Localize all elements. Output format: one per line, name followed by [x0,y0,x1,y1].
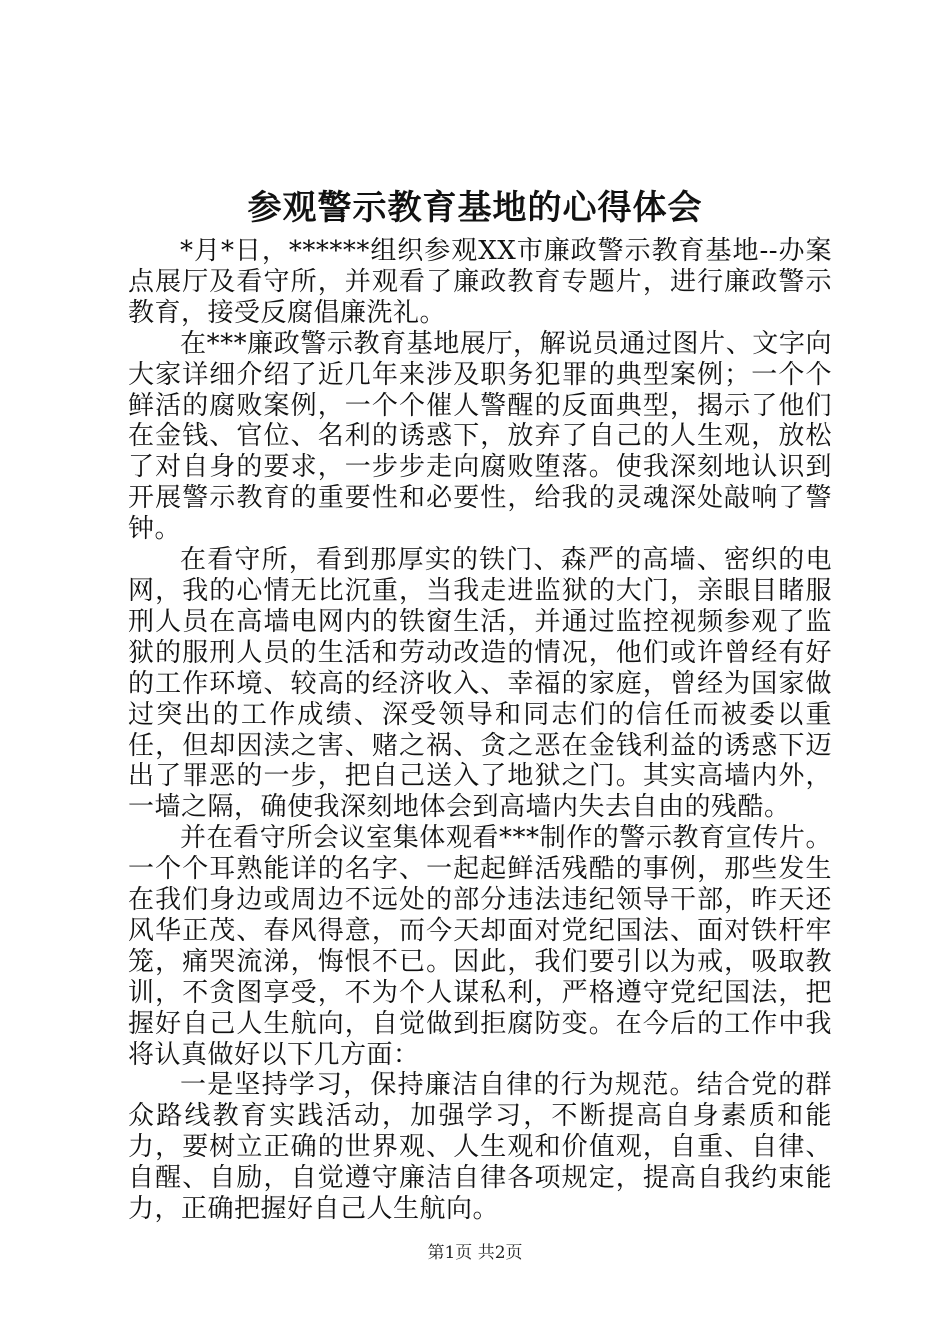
paragraph-2: 在***廉政警示教育基地展厅，解说员通过图片、文字向大家详细介绍了近几年来涉及职务犯罪的典型案例；一个个鲜活的腐败案例，一个个催人警醒的反面典型，揭示了他们在金钱、官位、名利的诱惑下，放弃了自己的人生观，放松了对自身的要求，一步步走向腐败堕落。使我深刻地认识到开展警示教育的重要性和必要性，给我的灵魂深处敲响了警钟。 [128,328,832,545]
page-footer: 第1页 共2页 [427,1243,523,1263]
paragraph-5: 一是坚持学习，保持廉洁自律的行为规范。结合党的群众路线教育实践活动，加强学习，不断提高自身素质和能力，要树立正确的世界观、人生观和价值观，自重、自律、自醒、自励，自觉遵守廉洁自律各项规定，提高自我约束能力，正确把握好自己人生航向。 [128,1070,832,1225]
document-title: 参观警示教育基地的心得体会 [247,188,703,228]
paragraph-1: *月*日，******组织参观XX市廉政警示教育基地--办案点展厅及看守所，并观看了廉政教育专题片，进行廉政警示教育，接受反腐倡廉洗礼。 [128,236,832,328]
paragraph-4: 并在看守所会议室集体观看***制作的警示教育宣传片。一个个耳熟能详的名字、一起起鲜活残酷的事例，那些发生在我们身边或周边不远处的部分违法违纪领导干部，昨天还风华正茂、春风得意，而今天却面对党纪国法、面对铁杆牢笼，痛哭流涕，悔恨不已。因此，我们要引以为戒，吸取教训，不贪图享受，不为个人谋私利，严格遵守党纪国法，把握好自己人生航向，自觉做到拒腐防变。在今后的工作中我将认真做好以下几方面： [128,823,832,1070]
paragraph-3: 在看守所，看到那厚实的铁门、森严的高墙、密织的电网，我的心情无比沉重，当我走进监狱的大门，亲眼目睹服刑人员在高墙电网内的铁窗生活，并通过监控视频参观了监狱的服刑人员的生活和劳动改造的情况，他们或许曾经有好的工作环境、较高的经济收入、幸福的家庭，曾经为国家做过突出的工作成绩、深受领导和同志们的信任而被委以重任，但却因渎之害、赌之祸、贪之恶在金钱利益的诱惑下迈出了罪恶的一步，把自己送入了地狱之门。其实高墙内外，一墙之隔，确使我深刻地体会到高墙内失去自由的残酷。 [128,545,832,823]
document-body [128,236,832,1225]
